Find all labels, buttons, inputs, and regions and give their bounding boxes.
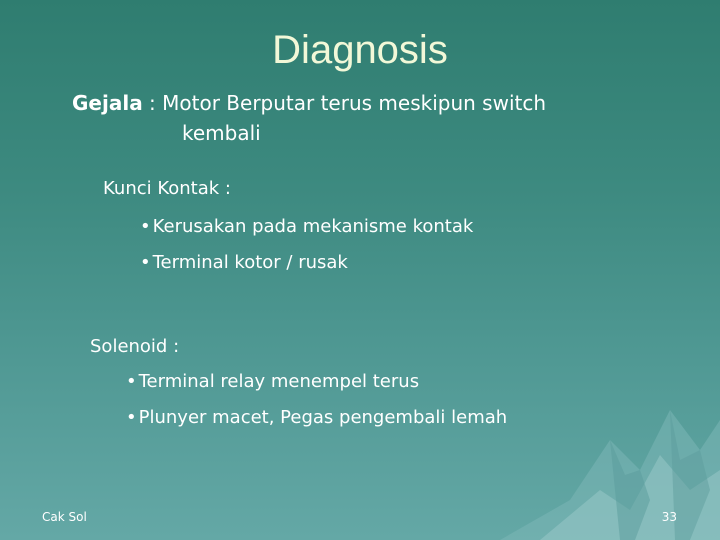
- kunci-kontak-heading: Kunci Kontak :: [103, 178, 231, 199]
- slide-title: Diagnosis: [272, 28, 448, 72]
- page-number: 33: [661, 510, 677, 524]
- symptom-block: [72, 88, 692, 148]
- list-item-text: Kerusakan pada mekanisme kontak: [152, 216, 474, 237]
- list-item-text: Terminal kotor / rusak: [152, 252, 348, 273]
- list-item: [126, 407, 507, 428]
- symptom-text-line-1: Motor Berputar terus meskipun switch: [162, 91, 547, 115]
- list-item: [140, 216, 473, 237]
- footer-author: Cak Sol: [42, 510, 87, 524]
- bullet-icon: •: [126, 407, 137, 428]
- symptom-line-1: [72, 88, 692, 118]
- solenoid-heading: Solenoid :: [90, 336, 180, 357]
- symptom-text-line-2: kembali: [182, 121, 261, 145]
- bullet-icon: •: [126, 371, 137, 392]
- list-item: [126, 371, 419, 392]
- symptom-label: Gejala: [72, 91, 143, 115]
- list-item-text: Terminal relay menempel terus: [138, 371, 420, 392]
- symptom-separator: :: [142, 91, 163, 115]
- list-item: [140, 252, 348, 273]
- list-item-text: Plunyer macet, Pegas pengembali lemah: [138, 407, 508, 428]
- bullet-icon: •: [140, 252, 151, 273]
- bullet-icon: •: [140, 216, 151, 237]
